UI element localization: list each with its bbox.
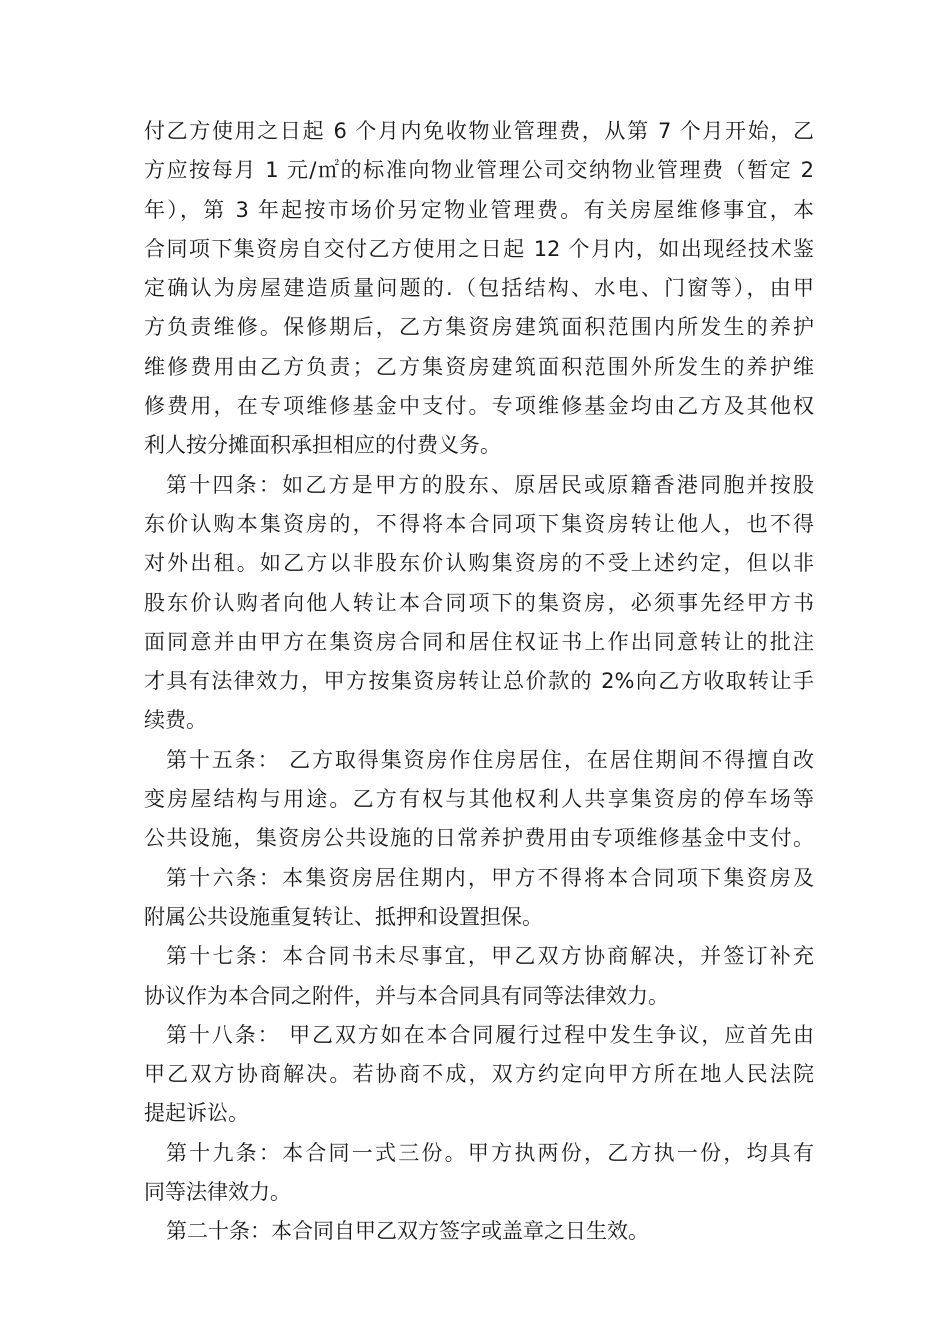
text-line: 对外出租。如乙方以非股东价认购集资房的不受上述约定，但以非 [144, 551, 814, 576]
text-line: 提起诉讼。 [144, 1101, 249, 1126]
text-line: 协议作为本合同之附件，并与本合同具有同等法律效力。 [144, 983, 669, 1008]
text-line: 方负责维修。保修期后，乙方集资房建筑面积范围内所发生的养护 [144, 315, 814, 340]
text-line: 第十五条： 乙方取得集资房作住房居住，在居住期间不得擅自改 [166, 747, 814, 772]
text-line: 方应按每月 1 元/㎡的标准向物业管理公司交纳物业管理费（暂定 2 [144, 158, 814, 183]
text-line: 第十四条：如乙方是甲方的股东、原居民或原籍香港同胞并按股 [166, 472, 814, 497]
text-line: 利人按分摊面积承担相应的付费义务。 [144, 433, 501, 458]
text-line: 第十七条：本合同书未尽事宜，甲乙双方协商解决，并签订补充 [166, 944, 814, 969]
text-line: 第十六条：本集资房居住期内，甲方不得将本合同项下集资房及 [166, 865, 814, 890]
text-line: 第十九条：本合同一式三份。甲方执两份，乙方执一份，均具有 [166, 1140, 814, 1165]
text-line: 面同意并由甲方在集资房合同和居住权证书上作出同意转让的批注 [144, 629, 814, 654]
text-line: 付乙方使用之日起 6 个月内免收物业管理费，从第 7 个月开始，乙 [144, 119, 814, 143]
text-line: 第十八条： 甲乙双方如在本合同履行过程中发生争议，应首先由 [166, 1022, 814, 1047]
text-line: 变房屋结构与用途。乙方有权与其他权利人共享集资房的停车场等 [144, 787, 814, 812]
text-line: 公共设施，集资房公共设施的日常养护费用由专项维修基金中支付。 [144, 826, 814, 851]
text-line: 合同项下集资房自交付乙方使用之日起 12 个月内，如出现经技术鉴 [144, 236, 814, 261]
text-line: 定确认为房屋建造质量问题的.（包括结构、水电、门窗等），由甲 [144, 276, 814, 301]
text-line: 第二十条：本合同自甲乙双方签字或盖章之日生效。 [166, 1219, 649, 1244]
text-line: 维修费用由乙方负责；乙方集资房建筑面积范围外所发生的养护维 [144, 354, 814, 379]
contract-body-text [144, 112, 814, 1252]
text-line: 才具有法律效力，甲方按集资房转让总价款的 2%向乙方收取转让手 [144, 669, 814, 694]
text-line: 同等法律效力。 [144, 1180, 291, 1205]
text-line: 续费。 [144, 708, 207, 733]
text-line: 附属公共设施重复转让、抵押和设置担保。 [144, 904, 543, 929]
text-line: 甲乙双方协商解决。若协商不成，双方约定向甲方所在地人民法院 [144, 1062, 814, 1087]
text-line: 年），第 3 年起按市场价另定物业管理费。有关房屋维修事宜，本 [144, 197, 814, 222]
text-line: 东价认购本集资房的，不得将本合同项下集资房转让他人，也不得 [144, 511, 814, 536]
text-line: 股东价认购者向他人转让本合同项下的集资房，必须事先经甲方书 [144, 590, 814, 615]
text-line: 修费用，在专项维修基金中支付。专项维修基金均由乙方及其他权 [144, 394, 814, 419]
